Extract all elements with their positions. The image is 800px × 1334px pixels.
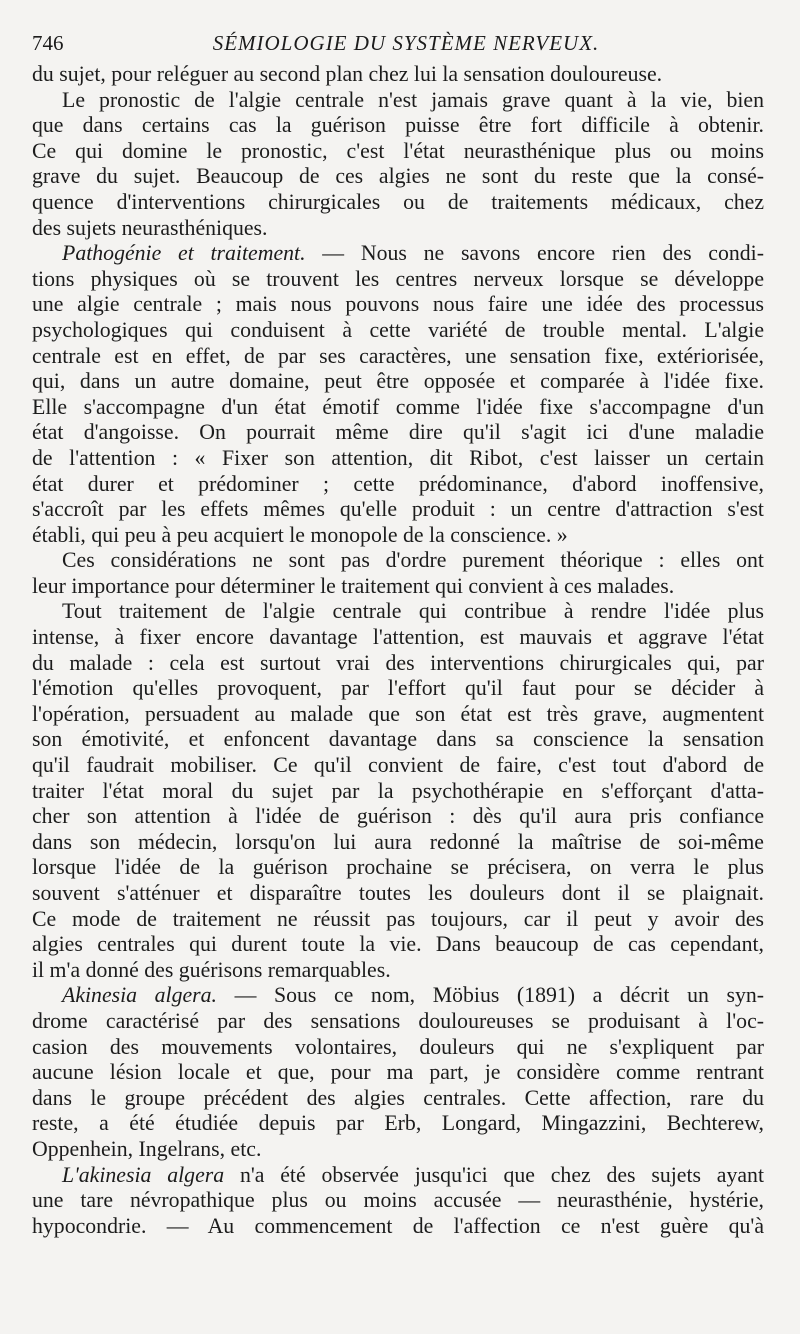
text-line: [32, 702, 764, 728]
line-text: lorsque l'idée de la guérison prochaine se précisera, on verra le plus: [32, 855, 764, 880]
text-line: [32, 318, 764, 344]
text-line: [32, 292, 764, 318]
line-text: dans le groupe précédent des algies centrales. Cette affection, rare du: [32, 1085, 764, 1110]
line-text: qu'il faudrait mobiliser. Ce qu'il convient de faire, c'est tout d'abord de: [32, 753, 764, 778]
line-text: centrale est en effet, de par ses caractères, une sensation fixe, extériorisée,: [32, 343, 764, 368]
text-line: [32, 1188, 764, 1214]
line-text: n'a été observée jusqu'ici que chez des sujets ayant: [224, 1162, 765, 1187]
text-line: [32, 446, 764, 472]
line-text: grave du sujet. Beaucoup de ces algies ne sont du reste que la consé-: [32, 164, 764, 189]
text-line: [32, 907, 764, 933]
line-text: que dans certains cas la guérison puisse être fort difficile à obtenir.: [32, 113, 764, 138]
text-line: [32, 344, 764, 370]
line-text: — Nous ne savons encore rien des condi-: [305, 241, 764, 266]
line-text: Le pronostic de l'algie centrale n'est jamais grave quant à la vie, bien: [62, 87, 764, 112]
line-text: établi, qui peu à peu acquiert le monopole de la conscience. »: [32, 522, 568, 547]
line-text: l'opération, persuadent au malade que son état est très grave, augmentent: [32, 701, 764, 726]
line-text: Ce qui domine le pronostic, c'est l'état neurasthénique plus ou moins: [32, 138, 764, 163]
text-line: [32, 139, 764, 165]
line-text: son émotivité, et enfoncent davantage dans sa conscience la sensation: [32, 727, 764, 752]
text-line: [32, 855, 764, 881]
line-text: Oppenhein, Ingelrans, etc.: [32, 1136, 262, 1161]
line-text: de l'attention : « Fixer son attention, dit Ribot, c'est laisser un certain: [32, 445, 764, 470]
text-line: [32, 574, 764, 600]
text-line: [32, 369, 764, 395]
text-line: [32, 164, 764, 190]
text-line: [32, 216, 764, 242]
text-line: [32, 958, 764, 984]
line-text: une tare névropathique plus ou moins accusée — neurasthénie, hystérie,: [32, 1188, 764, 1213]
line-text: Ce mode de traitement ne réussit pas toujours, car il peut y avoir des: [32, 906, 764, 931]
running-title: SÉMIOLOGIE DU SYSTÈME NERVEUX.: [212, 31, 600, 55]
text-line: [32, 1214, 764, 1240]
line-text: il m'a donné des guérisons remarquables.: [32, 957, 391, 982]
text-line: [32, 983, 764, 1009]
text-line: [32, 88, 764, 114]
italic-lead: L'akinesia algera: [62, 1162, 225, 1187]
line-text: qui, dans un autre domaine, peut être opposée et comparée à l'idée fixe.: [32, 369, 764, 394]
text-line: [32, 804, 764, 830]
text-line: [32, 241, 764, 267]
line-text: des sujets neurasthéniques.: [32, 215, 268, 240]
text-line: [32, 830, 764, 856]
line-text: s'accroît par les effets mêmes qu'elle produit : un centre d'attraction s'est: [32, 497, 764, 522]
line-text: quence d'interventions chirurgicales ou de traitements médicaux, chez: [32, 189, 764, 214]
line-text: état durer et prédominer ; cette prédominance, d'abord inoffensive,: [32, 471, 764, 496]
text-line: [32, 62, 764, 88]
line-text: Tout traitement de l'algie centrale qui contribue à rendre l'idée plus: [62, 599, 764, 624]
text-line: [32, 497, 764, 523]
text-line: [32, 599, 764, 625]
text-line: [32, 651, 764, 677]
line-text: reste, a été étudiée depuis par Erb, Longard, Mingazzini, Bechterew,: [32, 1111, 764, 1136]
line-text: du sujet, pour reléguer au second plan chez lui la sensation douloureuse.: [32, 62, 663, 86]
text-line: [32, 1060, 764, 1086]
line-text: casion des mouvements volontaires, douleurs qui ne s'expliquent par: [32, 1034, 764, 1059]
text-line: [32, 932, 764, 958]
text-line: [32, 113, 764, 139]
page-number: 746: [32, 31, 64, 55]
text-line: [32, 1009, 764, 1035]
line-text: dans son médecin, lorsqu'on lui aura redonné la maîtrise de soi-même: [32, 829, 764, 854]
line-text: aucune lésion locale et que, pour ma part, je considère comme rentrant: [32, 1060, 764, 1085]
line-text: du malade : cela est surtout vrai des interventions chirurgicales qui, par: [32, 650, 764, 675]
text-line: [32, 472, 764, 498]
text-line: [32, 523, 764, 549]
line-text: état d'angoisse. On pourrait même dire qu'il s'agit ici d'une maladie: [32, 420, 764, 445]
text-line: [32, 1086, 764, 1112]
line-text: tions physiques où se trouvent les centres nerveux lorsque se développe: [32, 266, 764, 291]
line-text: Elle s'accompagne d'un état émotif comme l'idée fixe s'accompagne d'un: [32, 394, 764, 419]
page-header: [32, 28, 780, 58]
text-line: [32, 676, 764, 702]
italic-lead: Pathogénie et traitement.: [62, 241, 306, 266]
text-line: [32, 548, 764, 574]
text-line: [32, 753, 764, 779]
text-line: [32, 395, 764, 421]
line-text: — Sous ce nom, Möbius (1891) a décrit un syn-: [217, 983, 765, 1008]
line-text: cher son attention à l'idée de guérison : dès qu'il aura pris confiance: [32, 804, 764, 829]
line-text: traiter l'état moral du sujet par la psychothérapie en s'efforçant d'atta-: [32, 778, 764, 803]
line-text: drome caractérisé par des sensations douloureuses se produisant à l'oc-: [32, 1008, 764, 1033]
text-line: [32, 267, 764, 293]
text-line: [32, 1111, 764, 1137]
text-line: [32, 625, 764, 651]
text-line: [32, 1035, 764, 1061]
line-text: psychologiques qui conduisent à cette variété de trouble mental. L'algie: [32, 317, 764, 342]
line-text: l'émotion qu'elles provoquent, par l'effort qu'il faut pour se décider à: [32, 676, 764, 701]
line-text: intense, à fixer encore davantage l'attention, est mauvais et aggrave l'état: [32, 625, 764, 650]
text-line: [32, 727, 764, 753]
text-line: [32, 1137, 764, 1163]
line-text: Ces considérations ne sont pas d'ordre purement théorique : elles ont: [62, 548, 764, 573]
line-text: algies centrales qui durent toute la vie. Dans beaucoup de cas cependant,: [32, 932, 764, 957]
line-text: une algie centrale ; mais nous pouvons nous faire une idée des processus: [32, 292, 764, 317]
body-text: [32, 62, 764, 1239]
line-text: leur importance pour déterminer le traitement qui convient à ces malades.: [32, 573, 675, 598]
text-line: [32, 190, 764, 216]
italic-lead: Akinesia algera.: [62, 983, 218, 1008]
text-line: [32, 779, 764, 805]
line-text: souvent s'atténuer et disparaître toutes les douleurs dont il se plaignait.: [32, 881, 764, 905]
text-line: [32, 1163, 764, 1189]
line-text: hypocondrie. — Au commencement de l'affection ce n'est guère qu'à: [32, 1213, 764, 1238]
text-line: [32, 420, 764, 446]
text-line: [32, 881, 764, 907]
